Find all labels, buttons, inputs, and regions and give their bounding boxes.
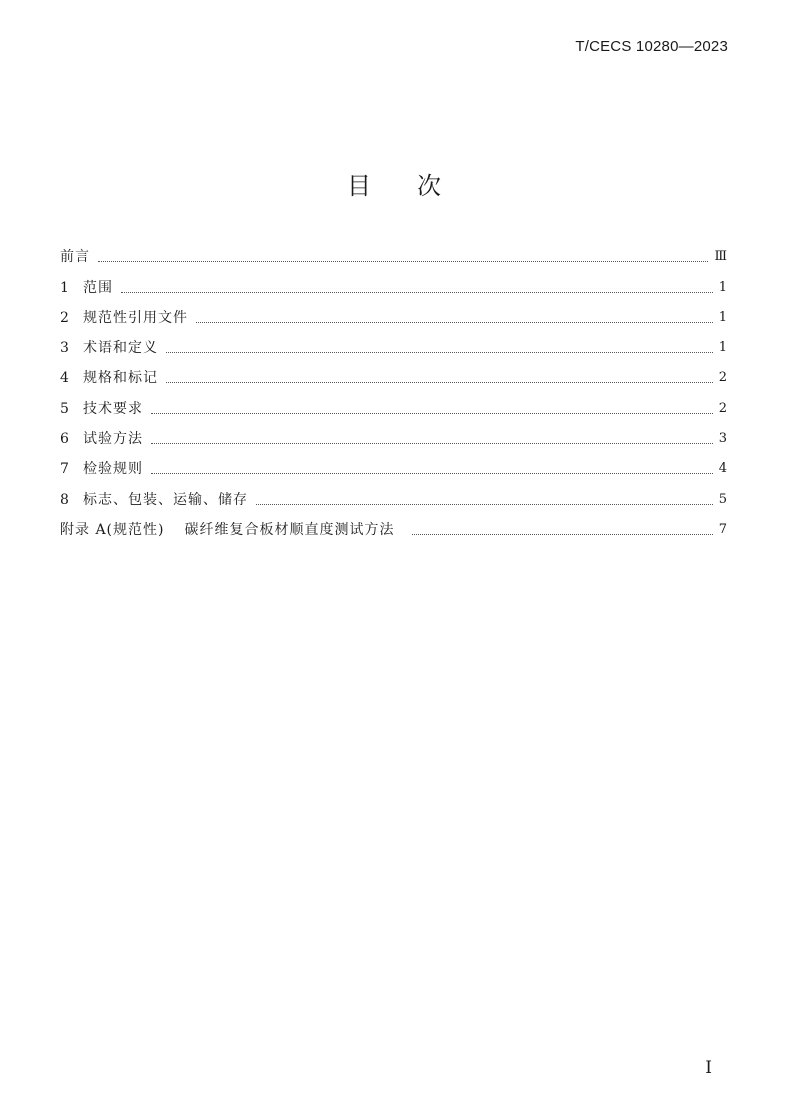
- toc-entry-number: 6: [60, 431, 69, 448]
- dot-leader: [412, 533, 712, 535]
- toc-title-part1: 目: [347, 172, 373, 200]
- document-number: T/CECS 10280—2023: [575, 38, 728, 55]
- toc-entry-page: 1: [718, 309, 727, 325]
- toc-entry-page: 3: [718, 431, 727, 447]
- toc-entry-label: 规范性引用文件: [83, 309, 188, 326]
- toc-entry-number: 4: [60, 370, 69, 387]
- toc-entry-page: 7: [718, 521, 727, 537]
- toc-entry-page: Ⅲ: [714, 249, 727, 265]
- toc-entry-number: 8: [60, 491, 69, 508]
- toc-entry-number: 3: [60, 340, 69, 357]
- dot-leader: [151, 442, 713, 444]
- toc-entry-label: 检验规则: [83, 461, 143, 478]
- dot-leader: [166, 351, 713, 353]
- toc-entry-specifications[interactable]: [60, 357, 727, 387]
- appendix-prefix: 附录 A(规范性): [60, 521, 165, 538]
- toc-entry-label: 术语和定义: [83, 340, 158, 357]
- toc-entry-number: 2: [60, 309, 69, 326]
- table-of-contents: [60, 236, 727, 539]
- toc-entry-normative-references[interactable]: [60, 297, 727, 327]
- dot-leader: [151, 472, 713, 474]
- toc-entry-technical-requirements[interactable]: [60, 387, 727, 417]
- toc-entry-scope[interactable]: [60, 266, 727, 296]
- toc-entry-page: 4: [718, 461, 727, 477]
- toc-entry-foreword[interactable]: [60, 236, 727, 266]
- toc-title: [0, 166, 790, 201]
- toc-entry-number: 5: [60, 400, 69, 417]
- appendix-title: 碳纤维复合板材顺直度测试方法: [184, 521, 395, 538]
- dot-leader: [98, 260, 708, 262]
- toc-title-part2: 次: [417, 172, 443, 200]
- dot-leader: [256, 503, 713, 505]
- toc-entry-page: 2: [718, 400, 727, 416]
- toc-entry-page: 1: [718, 340, 727, 356]
- toc-entry-number: 7: [60, 461, 69, 478]
- toc-entry-label: 规格和标记: [83, 370, 158, 387]
- toc-entry-marking-packaging[interactable]: [60, 478, 727, 508]
- toc-entry-label: 标志、包装、运输、储存: [83, 491, 248, 508]
- toc-entry-label: 范围: [83, 279, 113, 296]
- toc-entry-inspection-rules[interactable]: [60, 448, 727, 478]
- toc-entry-label: 技术要求: [83, 400, 143, 417]
- dot-leader: [166, 381, 713, 383]
- toc-entry-page: 1: [718, 279, 727, 295]
- toc-entry-label: 试验方法: [83, 431, 143, 448]
- toc-entry-label: 前言: [60, 249, 90, 266]
- toc-entry-test-methods[interactable]: [60, 418, 727, 448]
- dot-leader: [196, 321, 713, 323]
- toc-entry-appendix-a[interactable]: [60, 509, 727, 539]
- toc-entry-number: 1: [60, 279, 69, 296]
- toc-entry-page: 5: [718, 491, 727, 507]
- dot-leader: [151, 412, 713, 414]
- page-number: I: [705, 1058, 712, 1078]
- toc-entry-label: [60, 521, 394, 539]
- toc-entry-terms[interactable]: [60, 327, 727, 357]
- toc-entry-page: 2: [718, 370, 727, 386]
- dot-leader: [121, 291, 713, 293]
